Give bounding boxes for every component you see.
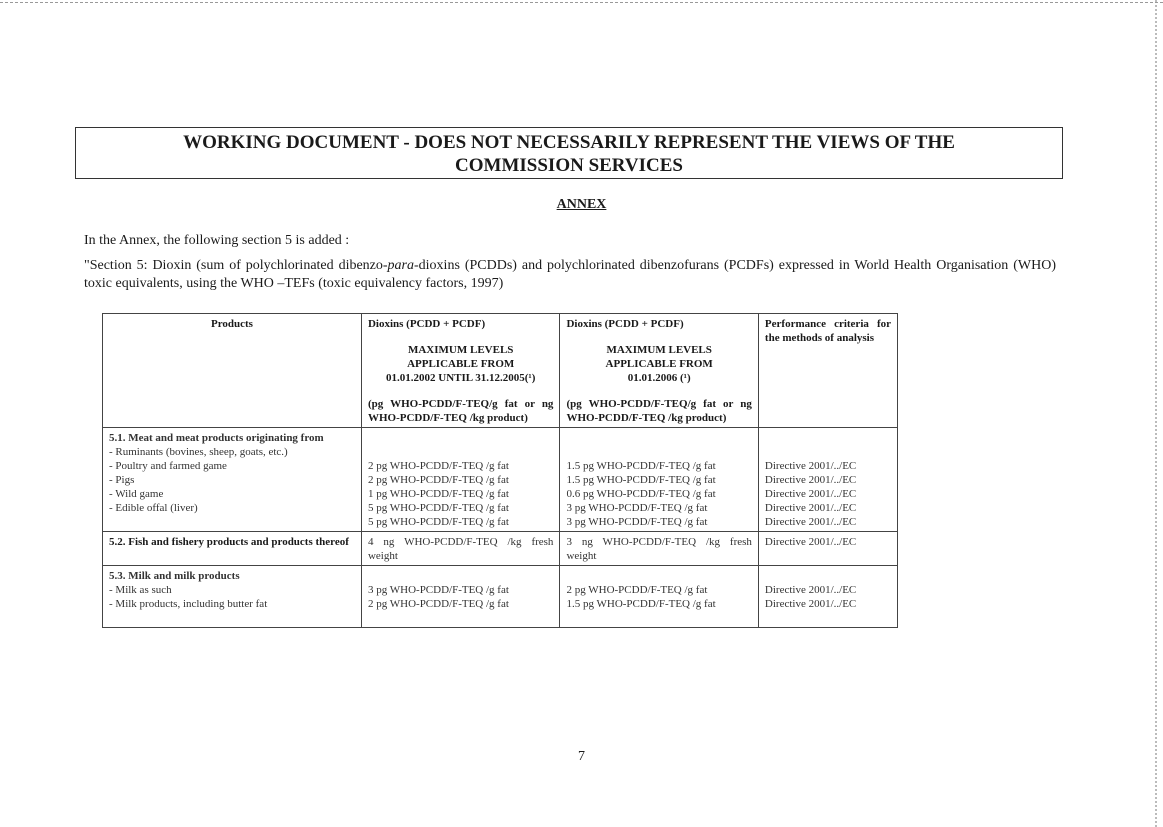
level-2002-pigs: 1 pg WHO-PCDD/F-TEQ /g fat: [367, 488, 509, 500]
header-2002-dates: 01.01.2002 UNTIL 31.12.2005(¹): [386, 372, 536, 384]
criteria-wild-game: Directive 2001/../EC: [764, 502, 857, 514]
fish-section-title: 5.2. Fish and fishery products and products thereof: [109, 536, 349, 548]
fish-level-2002-cell: [361, 532, 559, 566]
header-2006-unit: (pg WHO-PCDD/F-TEQ/g fat or ng WHO-PCDD/F-TEQ /kg product): [566, 398, 752, 424]
fish-level-2006-cell: [560, 532, 758, 566]
fish-criteria: Directive 2001/../EC: [764, 536, 857, 548]
criteria-milk-products: Directive 2001/../EC: [764, 598, 857, 610]
level-2002-milk-products: 2 pg WHO-PCDD/F-TEQ /g fat: [367, 598, 509, 610]
header-criteria-label: Performance criteria for the methods of analysis: [764, 318, 891, 344]
product-milk-products: - Milk products, including butter fat: [109, 598, 268, 610]
milk-section-title: 5.3. Milk and milk products: [109, 570, 240, 582]
level-2002-offal: 5 pg WHO-PCDD/F-TEQ /g fat: [367, 516, 509, 528]
scan-top-border: [0, 2, 1163, 3]
meat-levels-2002-cell: [361, 428, 559, 532]
table-section-fish: [103, 532, 898, 566]
level-2006-ruminants: 1.5 pg WHO-PCDD/F-TEQ /g fat: [566, 460, 716, 472]
header-2002-title: Dioxins (PCDD + PCDF): [367, 318, 486, 330]
section-5-paragraph: [84, 257, 1056, 293]
level-2006-poultry: 1.5 pg WHO-PCDD/F-TEQ /g fat: [566, 474, 716, 486]
product-edible-offal: - Edible offal (liver): [109, 502, 198, 514]
milk-levels-2002-cell: [361, 566, 559, 628]
section-text-prefix: "Section 5: Dioxin (sum of polychlorinated dibenzo-: [84, 258, 388, 273]
level-2006-pigs: 0.6 pg WHO-PCDD/F-TEQ /g fat: [566, 488, 716, 500]
header-products: [103, 314, 362, 428]
scan-right-edge: [1155, 0, 1157, 827]
level-2002-poultry: 2 pg WHO-PCDD/F-TEQ /g fat: [367, 474, 509, 486]
level-2002-milk: 3 pg WHO-PCDD/F-TEQ /g fat: [367, 584, 509, 596]
milk-criteria-cell: [758, 566, 897, 628]
header-levels-2006: [560, 314, 758, 428]
level-2006-offal: 3 pg WHO-PCDD/F-TEQ /g fat: [566, 516, 708, 528]
page-number: 7: [578, 749, 585, 764]
intro-paragraph: In the Annex, the following section 5 is added :: [84, 233, 350, 248]
annex-heading: ANNEX: [556, 197, 607, 212]
product-ruminants: - Ruminants (bovines, sheep, goats, etc.): [109, 446, 288, 458]
criteria-milk: Directive 2001/../EC: [764, 584, 857, 596]
section-text-suffix: -dioxins (PCDDs) and polychlorinated dibenzofurans (PCDFs) expressed in World Health Organisation (WHO) toxic equivalents, using the WHO –TEFs (toxic equivalency factors, 1997): [84, 258, 1056, 291]
header-performance-criteria: [758, 314, 897, 428]
working-document-banner: [75, 127, 1063, 179]
product-poultry: - Poultry and farmed game: [109, 460, 227, 472]
product-pigs: - Pigs: [109, 474, 135, 486]
criteria-offal: Directive 2001/../EC: [764, 516, 857, 528]
criteria-poultry: Directive 2001/../EC: [764, 474, 857, 486]
header-2002-applicable: APPLICABLE FROM: [407, 358, 515, 370]
section-text-italic: para: [387, 258, 414, 273]
header-2002-levels: MAXIMUM LEVELS: [407, 344, 514, 356]
meat-products-cell: [103, 428, 362, 532]
level-2002-ruminants: 2 pg WHO-PCDD/F-TEQ /g fat: [367, 460, 509, 472]
fish-criteria-cell: [758, 532, 897, 566]
fish-level-2006: 3 ng WHO-PCDD/F-TEQ /kg fresh weight: [566, 536, 752, 562]
level-2006-milk-products: 1.5 pg WHO-PCDD/F-TEQ /g fat: [566, 598, 716, 610]
table-section-milk: [103, 566, 898, 628]
meat-levels-2006-cell: [560, 428, 758, 532]
table-header-row: [103, 314, 898, 428]
criteria-pigs: Directive 2001/../EC: [764, 488, 857, 500]
banner-line-2: COMMISSION SERVICES: [455, 155, 683, 176]
fish-level-2002: 4 ng WHO-PCDD/F-TEQ /kg fresh weight: [367, 536, 554, 562]
product-milk: - Milk as such: [109, 584, 172, 596]
banner-line-1: WORKING DOCUMENT - DOES NOT NECESSARILY REPRESENT THE VIEWS OF THE: [183, 132, 955, 153]
meat-criteria-cell: [758, 428, 897, 532]
header-2006-title: Dioxins (PCDD + PCDF): [566, 318, 684, 330]
header-2006-dates: 01.01.2006 (¹): [627, 372, 691, 384]
header-2006-applicable: APPLICABLE FROM: [605, 358, 713, 370]
dioxin-levels-table: [102, 313, 898, 628]
criteria-ruminants: Directive 2001/../EC: [764, 460, 857, 472]
fish-products-cell: [103, 532, 362, 566]
milk-products-cell: [103, 566, 362, 628]
header-products-label: Products: [210, 318, 253, 330]
header-2006-levels: MAXIMUM LEVELS: [606, 344, 712, 356]
table-section-meat: [103, 428, 898, 532]
milk-levels-2006-cell: [560, 566, 758, 628]
meat-section-title: 5.1. Meat and meat products originating from: [109, 432, 324, 444]
level-2002-wild-game: 5 pg WHO-PCDD/F-TEQ /g fat: [367, 502, 509, 514]
header-2002-unit: (pg WHO-PCDD/F-TEQ/g fat or ng WHO-PCDD/F-TEQ /kg product): [367, 398, 554, 424]
header-levels-2002: [361, 314, 559, 428]
level-2006-wild-game: 3 pg WHO-PCDD/F-TEQ /g fat: [566, 502, 708, 514]
level-2006-milk: 2 pg WHO-PCDD/F-TEQ /g fat: [566, 584, 708, 596]
product-wild-game: - Wild game: [109, 488, 164, 500]
